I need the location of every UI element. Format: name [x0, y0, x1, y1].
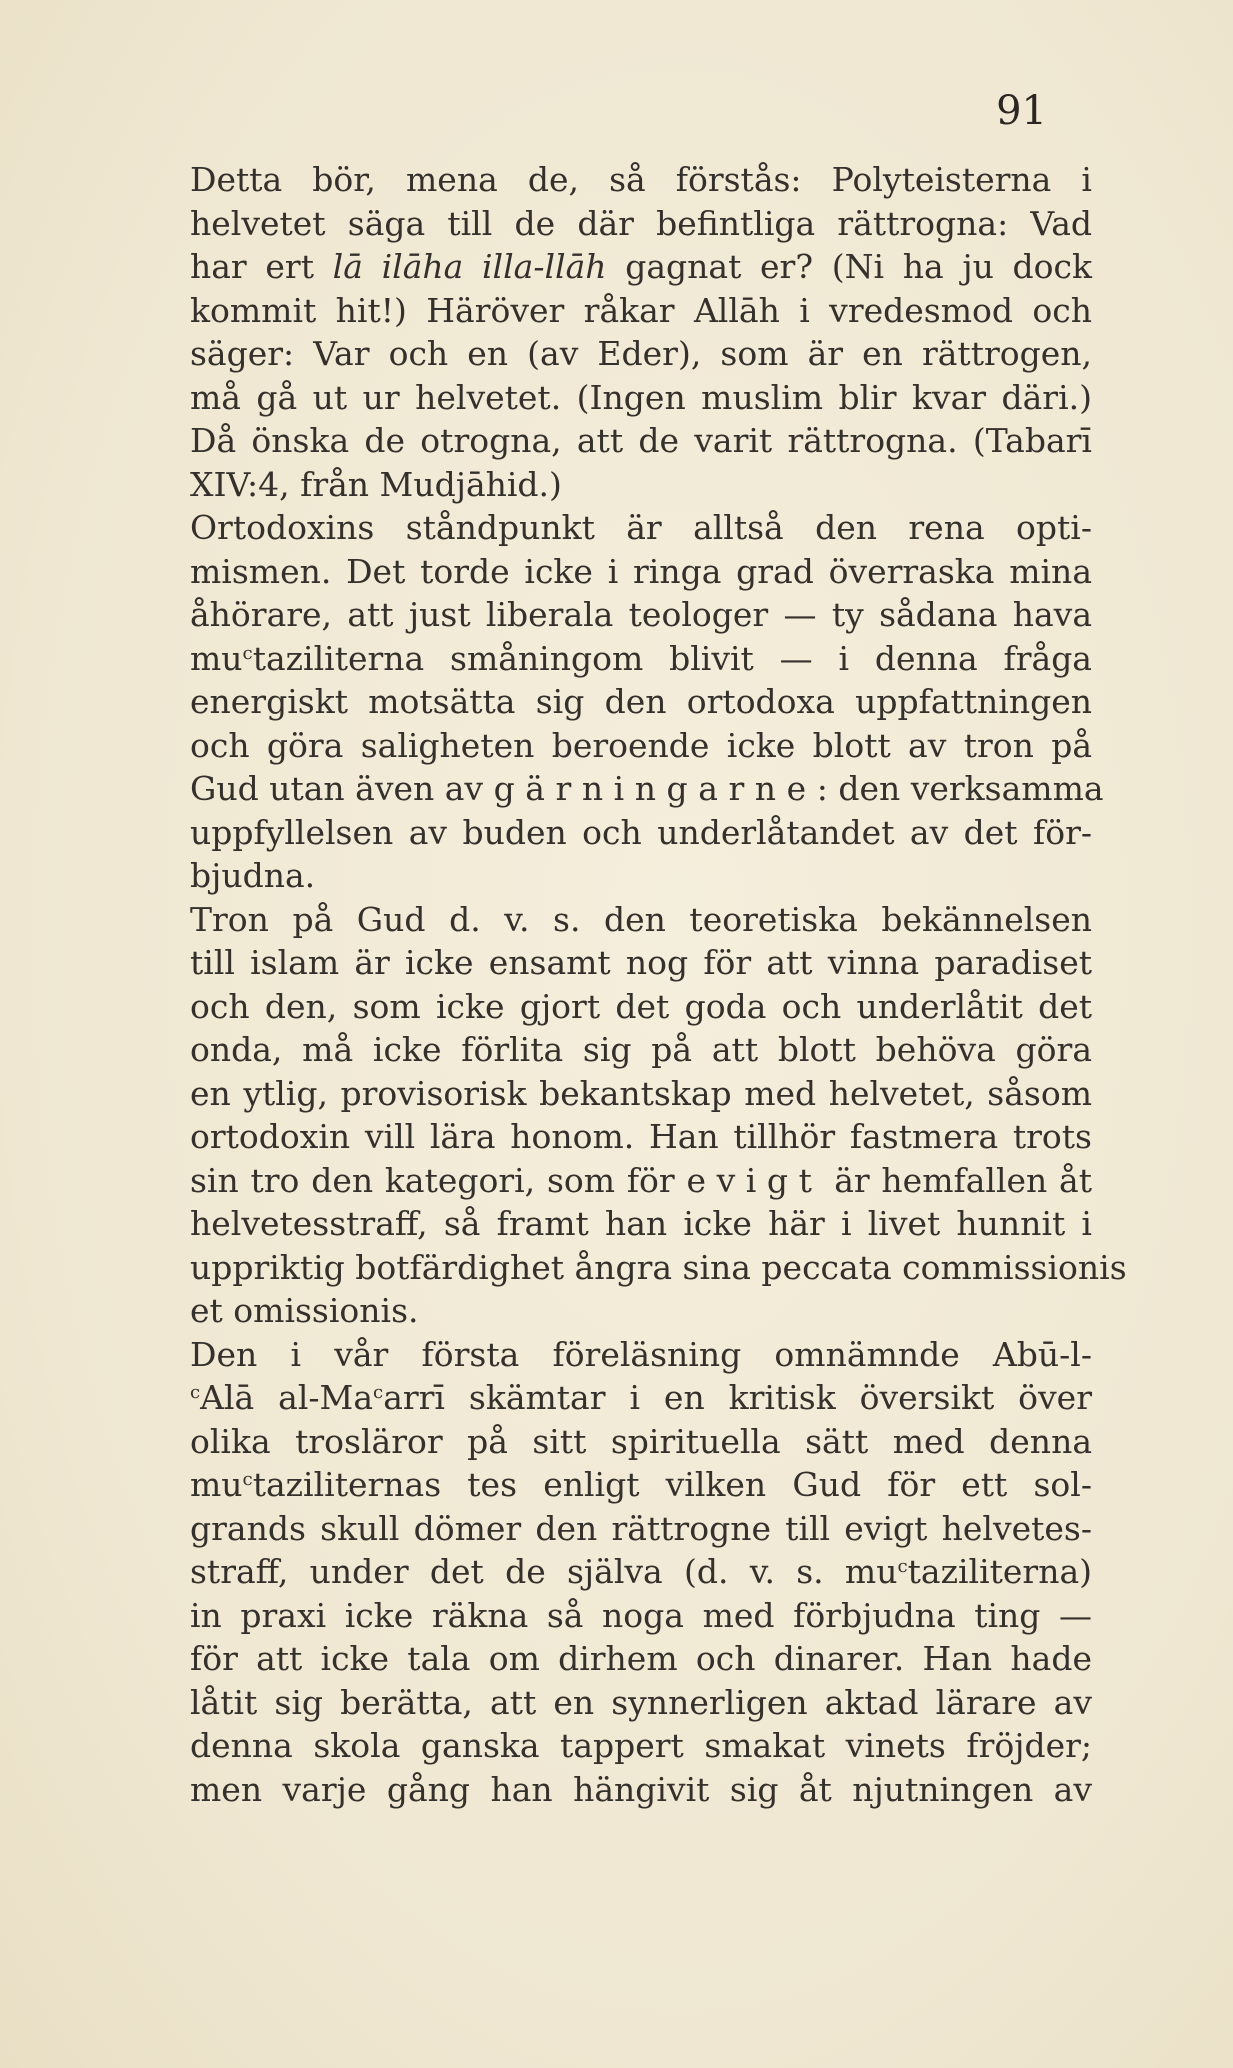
- text-line: [102, 1768, 1092, 1812]
- text-segment: taziliterna): [907, 1552, 1092, 1591]
- paragraph: [102, 898, 1127, 1333]
- text-line: [102, 985, 1092, 1029]
- spaced-emphasis: gärningarne: [493, 769, 817, 808]
- text-line: [102, 854, 1092, 898]
- text-segment: kommit hit!) Häröver råkar Allāh i vredesmod och: [190, 290, 1092, 330]
- page-number: 91: [996, 88, 1047, 134]
- superscript-ayn: c: [242, 642, 253, 664]
- text-line: [102, 376, 1092, 420]
- italic-phrase: lā ilāha illa-llāh: [332, 247, 607, 286]
- text-segment: mu: [190, 638, 243, 678]
- text-segment: : den verksamma: [816, 769, 1104, 808]
- text-line: [102, 1289, 1092, 1333]
- paragraph: [102, 1333, 1092, 1812]
- text-line: [102, 1594, 1092, 1638]
- text-line: [102, 724, 1092, 768]
- text-segment: helvetet säga till de där befintliga rättrogna: Vad: [190, 203, 1092, 243]
- spaced-emphasis: evigt: [686, 1160, 823, 1200]
- text-segment: och göra saligheten beroende icke blott av tron på: [190, 725, 1092, 765]
- text-line: [102, 767, 1104, 811]
- text-segment: Detta bör, mena de, så förstås: Polyteisterna i: [190, 160, 1092, 199]
- text-line: [102, 1115, 1092, 1159]
- text-line: [102, 419, 1092, 463]
- text-line: [102, 463, 1092, 507]
- text-segment: bjudna.: [190, 856, 316, 895]
- paragraph: [102, 158, 1092, 506]
- superscript-ayn: c: [242, 1469, 253, 1491]
- text-line: [102, 1376, 1092, 1420]
- text-line: [102, 289, 1092, 333]
- text-line: [102, 1159, 1092, 1203]
- text-segment: helvetesstraff, så framt han icke här i livet hunnit i: [190, 1204, 1092, 1243]
- text-line: [102, 1072, 1092, 1116]
- text-line: [102, 245, 1092, 289]
- text-segment: mismen. Det torde icke i ringa grad överraska mina: [190, 551, 1092, 591]
- text-line: [102, 506, 1092, 550]
- text-segment: Ortodoxins ståndpunkt är alltså den rena opti-: [190, 508, 1092, 547]
- text-segment: sin tro den kategori, som för: [190, 1160, 687, 1200]
- text-segment: onda, må icke förlita sig på att blott behöva göra: [190, 1030, 1092, 1069]
- text-segment: må gå ut ur helvetet. (Ingen muslim blir kvar däri.): [190, 377, 1092, 417]
- text-segment: Gud utan även av: [190, 769, 494, 808]
- text-segment: Då önska de otrogna, att de varit rättrogna. (Tabarī: [190, 421, 1092, 460]
- text-segment: XIV:4, från Mudjāhid.): [190, 464, 562, 504]
- text-line: [102, 941, 1092, 985]
- superscript-ayn: c: [897, 1556, 908, 1578]
- body-text: [102, 158, 1127, 1811]
- text-line: [102, 1550, 1092, 1594]
- text-segment: Den i vår första föreläsning omnämnde Abū-l-: [190, 1334, 1092, 1374]
- text-segment: till islam är icke ensamt nog för att vinna paradiset: [190, 943, 1092, 982]
- text-segment: Alā al-Ma: [200, 1378, 374, 1417]
- text-segment: energiskt motsätta sig den ortodoxa uppfattningen: [190, 682, 1092, 721]
- text-line: [102, 1202, 1092, 1246]
- text-segment: taziliternas tes enligt vilken Gud för ett sol-: [252, 1465, 1092, 1504]
- text-line: [102, 1028, 1092, 1072]
- text-line: [102, 158, 1092, 202]
- text-segment: har ert: [190, 247, 333, 286]
- text-line: [102, 637, 1092, 681]
- text-segment: uppfyllelsen av buden och underlåtandet av det för-: [190, 812, 1092, 852]
- text-segment: arrī skämtar i en kritisk översikt över: [383, 1378, 1092, 1417]
- text-segment: och den, som icke gjort det goda och underlåtit det: [190, 986, 1092, 1026]
- text-segment: olika trosläror på sitt spirituella sätt med denna: [190, 1421, 1092, 1461]
- text-segment: för att icke tala om dirhem och dinarer. Han hade: [190, 1639, 1092, 1678]
- text-segment: låtit sig berätta, att en synnerligen aktad lärare av: [190, 1682, 1092, 1722]
- superscript-ayn: c: [373, 1382, 384, 1404]
- text-line: [102, 1246, 1127, 1290]
- text-segment: en ytlig, provisorisk bekantskap med helvetet, såsom: [190, 1073, 1092, 1113]
- text-line: [102, 1637, 1092, 1681]
- text-segment: åhörare, att just liberala teologer — ty sådana hava: [190, 595, 1092, 634]
- text-segment: in praxi icke räkna så noga med förbjudna ting —: [190, 1595, 1092, 1635]
- text-line: [102, 1463, 1092, 1507]
- text-segment: ortodoxin vill lära honom. Han tillhör fastmera trots: [190, 1117, 1092, 1156]
- text-segment: mu: [190, 1465, 243, 1504]
- text-line: [102, 1724, 1092, 1768]
- text-line: [102, 811, 1092, 855]
- text-segment: taziliterna småningom blivit — i denna fråga: [252, 638, 1092, 678]
- superscript-ayn: c: [190, 1382, 201, 1404]
- text-segment: straff, under det de själva (d. v. s. mu: [190, 1552, 898, 1591]
- paragraph: [102, 506, 1104, 898]
- text-line: [102, 1333, 1092, 1377]
- text-line: [102, 550, 1092, 594]
- text-line: [102, 1507, 1092, 1551]
- text-segment: Tron på Gud d. v. s. den teoretiska bekännelsen: [190, 899, 1092, 939]
- text-segment: gagnat er? (Ni ha ju dock: [606, 247, 1092, 286]
- text-line: [102, 202, 1092, 246]
- text-line: [102, 593, 1092, 637]
- text-segment: et omissionis.: [190, 1291, 419, 1330]
- text-line: [102, 332, 1092, 376]
- text-segment: grands skull dömer den rättrogne till evigt helvetes-: [190, 1508, 1092, 1548]
- text-segment: uppriktig botfärdighet ångra sina peccata commissionis: [190, 1247, 1127, 1287]
- text-segment: men varje gång han hängivit sig åt njutningen av: [190, 1769, 1092, 1809]
- text-segment: säger: Var och en (av Eder), som är en rättrogen,: [190, 334, 1092, 373]
- text-line: [102, 898, 1092, 942]
- text-segment: denna skola ganska tappert smakat vinets fröjder;: [190, 1726, 1092, 1765]
- text-line: [102, 680, 1092, 724]
- text-line: [102, 1681, 1092, 1725]
- text-line: [102, 1420, 1092, 1464]
- text-segment: är hemfallen åt: [822, 1160, 1092, 1200]
